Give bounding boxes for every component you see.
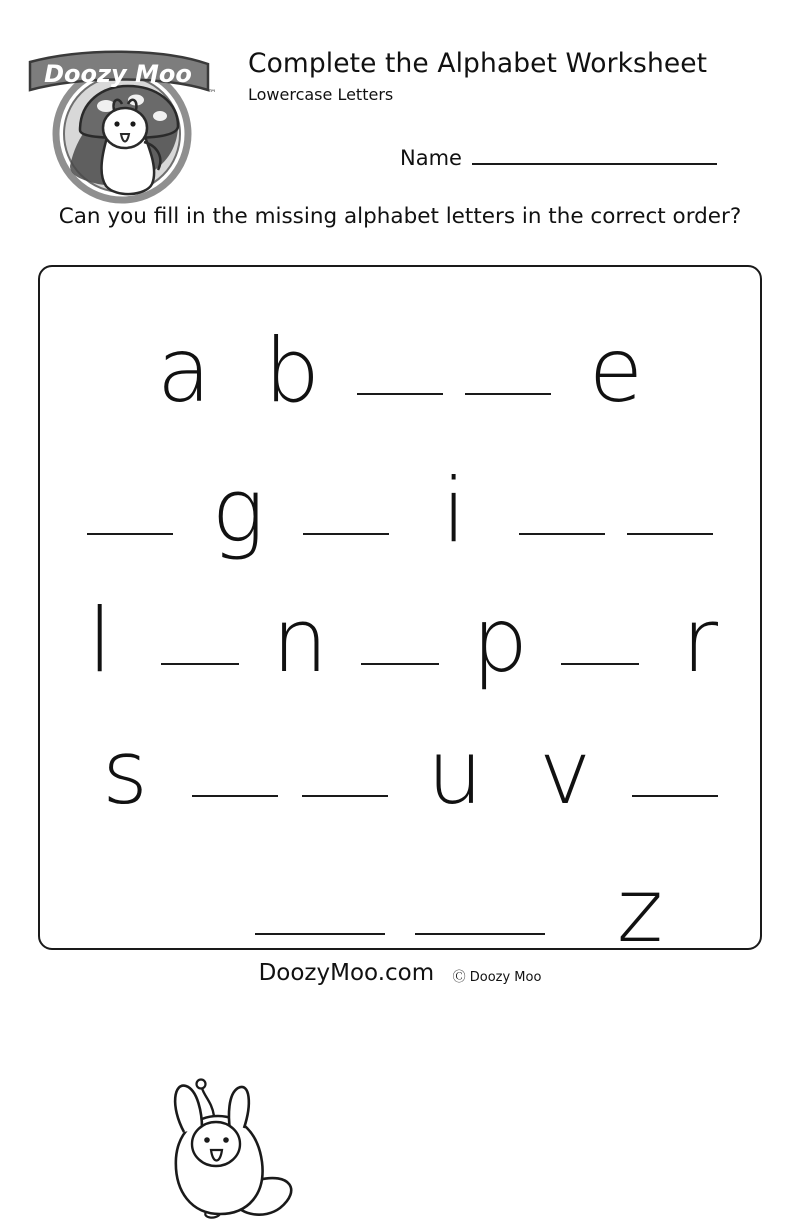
name-input-line[interactable] <box>472 163 717 165</box>
letter-rows <box>40 267 760 962</box>
alphabet-letter <box>450 589 550 692</box>
letter-glyph: s <box>102 721 148 824</box>
blank-line[interactable] <box>87 533 173 535</box>
letter-glyph: v <box>538 721 592 824</box>
name-field-row <box>400 148 717 169</box>
instructions-text: Can you fill in the missing alphabet letters in the correct order? <box>58 204 742 229</box>
alphabet-letter <box>562 319 670 422</box>
page-subtitle: Lowercase Letters <box>248 85 394 104</box>
blank-line[interactable] <box>519 533 605 535</box>
blank-line[interactable] <box>465 393 551 395</box>
row-spacer <box>80 867 240 955</box>
alphabet-letter <box>400 721 510 824</box>
letter-glyph: z <box>616 859 664 962</box>
blank-line[interactable] <box>192 795 278 797</box>
doozy-moo-mascot <box>140 1062 320 1222</box>
page-footer <box>0 960 800 986</box>
blank-line[interactable] <box>632 795 718 797</box>
blank-line[interactable] <box>161 663 239 665</box>
blank-line[interactable] <box>361 663 439 665</box>
alphabet-letter <box>250 589 350 692</box>
blank-line[interactable] <box>255 933 385 935</box>
letter-glyph: r <box>681 589 719 692</box>
letter-glyph: b <box>264 319 320 422</box>
alphabet-letter <box>70 721 180 824</box>
alphabet-letter <box>560 859 720 962</box>
blank-line[interactable] <box>357 393 443 395</box>
worksheet-area <box>38 265 762 962</box>
copyright-notice: Ⓒ Doozy Moo <box>452 969 542 985</box>
alphabet-letter <box>650 589 750 692</box>
blank-line[interactable] <box>627 533 713 535</box>
letter-glyph: p <box>472 589 528 692</box>
letter-row <box>40 859 760 1034</box>
alphabet-letter <box>130 319 238 422</box>
letter-glyph: a <box>157 319 211 422</box>
logo-wordmark: Doozy Moo <box>44 60 192 88</box>
site-name: DoozyMoo.com <box>258 960 435 986</box>
alphabet-letter <box>238 319 346 422</box>
worksheet-header <box>0 26 800 229</box>
alphabet-letter <box>184 459 292 562</box>
blank-line[interactable] <box>415 933 545 935</box>
letter-glyph: g <box>211 459 265 562</box>
doozy-moo-logo <box>22 46 222 206</box>
title-block <box>248 48 778 104</box>
letter-glyph: l <box>87 589 113 692</box>
alphabet-letter <box>400 459 508 562</box>
alphabet-letter <box>510 721 620 824</box>
blank-line[interactable] <box>302 795 388 797</box>
page-title: Complete the Alphabet Worksheet <box>248 48 708 79</box>
blank-line[interactable] <box>303 533 389 535</box>
blank-line[interactable] <box>561 663 639 665</box>
trademark-symbol: ™ <box>207 89 217 99</box>
letter-glyph: n <box>272 589 328 692</box>
name-label: Name <box>400 146 462 170</box>
letter-glyph: i <box>441 459 467 562</box>
letter-glyph: u <box>427 721 483 824</box>
alphabet-letter <box>50 589 150 692</box>
letter-glyph: e <box>588 319 644 422</box>
